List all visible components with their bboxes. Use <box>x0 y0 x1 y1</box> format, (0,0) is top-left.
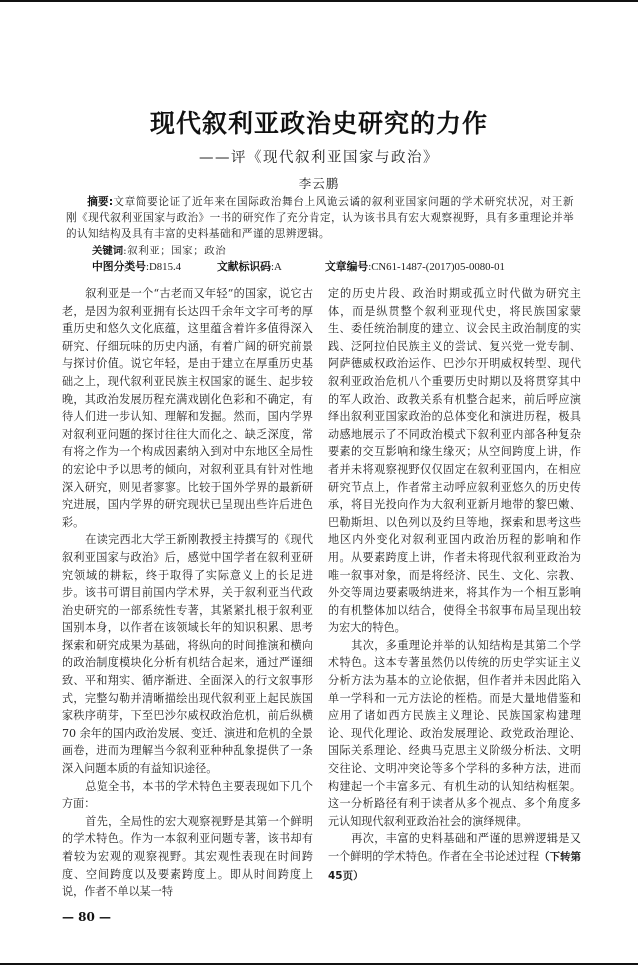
article-no-label: 文章编号 <box>325 260 369 273</box>
paragraph: 在读完西北大学王新刚教授主持撰写的《现代叙利亚国家与政治》后，感觉中国学者在叙利亚研究领域的耕耘，终于取得了实际意义上的长足进步。该书可谓目前国内学术界，关于叙利亚当代政治史研究的一部系统性专著，其紧紧扎根于叙利亚国别本身，以作者在该领域长年的知识积累、思考探索和研究成果为基础，将纵向的时间推演和横向的政治制度模块化分析有机结合起来，通过严谨细致、平和翔实、循序渐进、全面深入的行文叙事形式，完整勾勒并清晰描绘出现代叙利亚上起民族国家秩序萌芽，下至巴沙尔威权政治危机，前后纵横 70 余年的国内政治发展、变迁、演进和危机的全景画卷，进而为理解当今叙利亚种种乱象提供了一条深入问题本质的有益知识途径。 <box>62 533 313 776</box>
paragraph: 首先，全局性的宏大观察视野是其第一个鲜明的学术特色。作为一本叙利亚问题专著，该书却有着较为宏观的观察视野。其宏观性表现在时间跨度、空间跨度以及要素跨度上。即从时间跨度上说，作者不单以某一特 <box>62 814 313 899</box>
doc-code: 文献标识码:A <box>217 260 282 273</box>
doc-code-label: 文献标识码 <box>217 260 271 273</box>
body-left-column <box>62 285 313 901</box>
abstract-label: 摘要 <box>87 196 109 208</box>
paragraph: 其次，多重理论并举的认知结构是其第二个学术特色。这本专著虽然仍以传统的历史学实证主义分析方法为基本的立论依据，但作者并未因此陷入单一学科和一元方法论的桎梏。而是大量地借鉴和应用了诸如西方民族主义理论、民族国家构建理论、现代化理论、政治发展理论、政党政治理论、国际关系理论、经典马克思主义阶级分析法、文明交往论、文明冲突论等多个学科的多种方法，进而构建起一个丰富多元、有机生动的认知结构框架。这一分析路径有利于读者从多个视点、多个角度多元认知现代叙利亚政治社会的演绎规律。 <box>328 638 581 828</box>
abstract-text: 文章简要论证了近年来在国际政治舞台上风诡云谲的叙利亚国家问题的学术研究状况，对王新刚《现代叙利亚国家与政治》一书的研究作了充分肯定，认为该书具有宏大观察视野，具有多重理论并举的认知结构及具有丰富的史料基础和严谨的思辨逻辑。 <box>66 196 574 240</box>
article-no-value: CN61-1487-(2017)05-0080-01 <box>371 261 505 273</box>
article-subtitle: ——评《现代叙利亚国家与政治》 <box>199 150 439 166</box>
body-right-column <box>328 285 581 885</box>
paragraph-text: 再次，丰富的史料基础和严谨的思辨逻辑是又一个鲜明的学术特色。作者在全书论述过程 <box>328 832 581 863</box>
paragraph: 叙利亚是一个“古老而又年轻”的国家，说它古老，是因为叙利亚拥有长达四千余年文字可考的厚重历史和悠久文化底蕴，这里蕴含着许多值得深入研究、仔细玩味的历史内涵，有着广阔的研究前景与探讨价值。说它年轻，是由于建立在厚重历史基础之上，现代叙利亚民族主权国家的诞生、起步较晚，其政治发展历程充满戏剧化色彩和不确定，有待人们进一步认知、理解和发掘。然而，国内学界对叙利亚问题的探讨往往大而化之、缺乏深度，常有将之作为一个构成因素纳入到对中东地区全局性的宏论中予以思考的倾向，对叙利亚具有针对性地深入研究，则见者寥寥。比较于国外学界的最新研究进展，国内学界的研究现状已呈现出些许后进色彩。 <box>62 287 313 529</box>
paragraph <box>328 830 581 885</box>
abstract <box>66 194 574 242</box>
article-title: 现代叙利亚政治史研究的力作 <box>149 109 488 138</box>
top-rule <box>0 0 638 2</box>
article-number: 文章编号:CN61-1487-(2017)05-0080-01 <box>325 260 505 273</box>
bottom-rule <box>0 963 638 965</box>
clc-value: D815.4 <box>148 261 182 273</box>
clc-code: 中图分类号:D815.4 <box>92 260 182 273</box>
page-number: — 80 — <box>62 909 112 924</box>
article-header <box>0 0 638 275</box>
doc-code-value: A <box>273 261 282 273</box>
article-author: 李云鹏 <box>298 176 340 191</box>
abstract-colon: : <box>108 196 114 208</box>
keywords-colon: : <box>123 245 128 257</box>
continued-on-page-note[interactable]: （下转第45页） <box>328 851 581 882</box>
paragraph-continued: 定的历史片段、政治时期或孤立时代做为研究主体，而是纵贯整个叙利亚现代史，将民族国家蒙生、委任统治制度的建立、议会民主政治制度的实践、泛阿拉伯民族主义的尝试、复兴党一党专制、阿萨德威权政治运作、巴沙尔开明威权转型、现代叙利亚政治危机八个重要历史时期以及将贯穿其中的军人政治、政教关系有机整合起来，前后呼应演绎出叙利亚国家政治的总体变化和演进历程，极具动感地展示了不同政治模式下叙利亚内部各种复杂要素的交互影响和缘生缘灭；从空间跨度上讲，作者并未将观察视野仅仅固定在叙利亚国内，在相应研究节点上，作者常主动呼应叙利亚悠久的历史传承，将目光投向作为大叙利亚新月地带的黎巴嫩、巴勒斯坦、以色列以及约旦等地，探索和思考这些地区内外变化对叙利亚国内政治历程的影响和作用。从要素跨度上讲，作者未将现代叙利亚政治为唯一叙事对象，而是将经济、民生、文化、宗教、外交等周边要素吸纳进来，将其作为一个相互影响的有机整体加以结合，使得全书叙事布局呈现出较为宏大的特色。 <box>328 287 581 635</box>
classification-line <box>92 259 612 275</box>
paragraph: 总览全书，本书的学术特色主要表现如下几个方面： <box>62 779 313 811</box>
clc-label: 中图分类号 <box>92 260 146 273</box>
body-columns <box>0 285 638 901</box>
keywords-text: 叙利亚；国家；政治 <box>127 245 227 257</box>
keywords <box>92 243 638 259</box>
keywords-label: 关键词 <box>92 245 124 257</box>
